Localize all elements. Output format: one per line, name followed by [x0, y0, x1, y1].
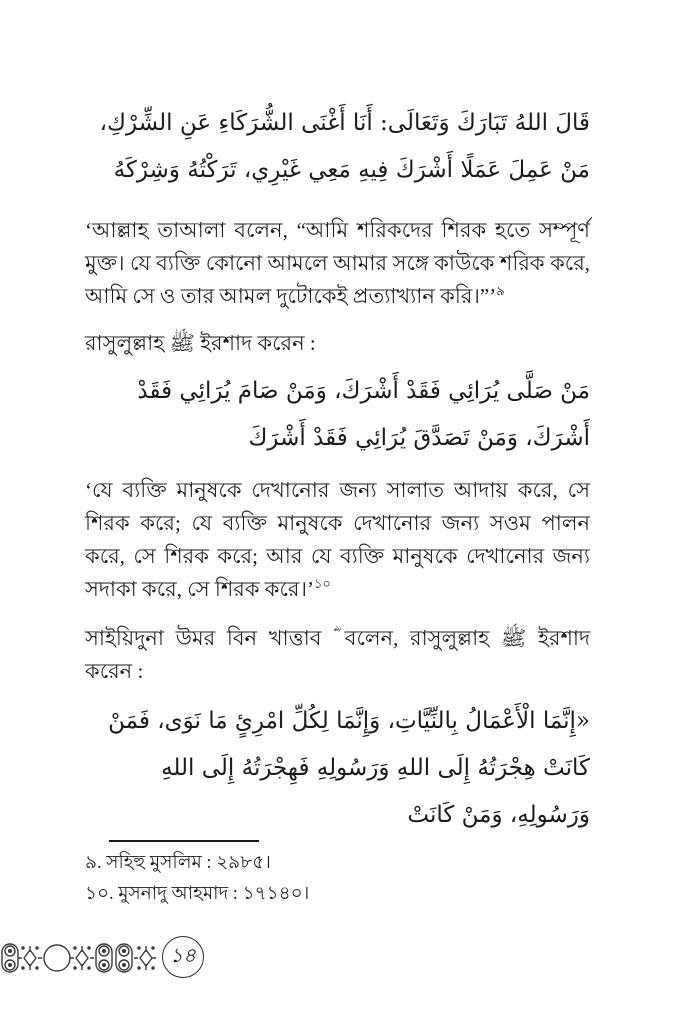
narrator-line-rasulullah: রাসুলুল্লাহ ﷺ ইরশাদ করেন :: [85, 331, 316, 355]
bengali-translation-2-text: ‘যে ব্যক্তি মানুষকে দেখানোর জন্য সালাত আদায় করে, সে শিরক করে; যে ব্যক্তি মানুষকে দেখানোর জন্য সওম পালন করে, সে শিরক করে; আর যে ব্যক্তি মানুষকে দেখানোর জন্য সদাকা করে, সে শিরক করে।’: [85, 478, 590, 601]
bengali-translation-2: [85, 474, 590, 606]
footnote-divider: [109, 840, 259, 842]
page-number: ১৪: [170, 944, 196, 967]
page-number-badge: [162, 936, 204, 978]
arabic-quote-niyyah-hadith: «إِنَّمَا الْأَعْمَالُ بِالنِّيَّاتِ، وَإِنَّمَا لِكُلِّ امْرِئٍ مَا نَوَى، فَمَنْ كَانَتْ هِجْرَتُهُ إِلَى اللهِ وَرَسُولِهِ فَهِجْرَتُهُ إِلَى اللهِ وَرَسُولِهِ، وَمَنْ كَانَتْ: [108, 708, 590, 828]
bengali-translation-1: [85, 214, 590, 313]
footnotes-section: [85, 840, 590, 910]
bengali-translation-1-text: ‘আল্লাহ তাআলা বলেন, “আমি শরিকদের শিরক হতে সম্পূর্ণ মুক্ত। যে ব্যক্তি কোনো আমলে আমার সঙ্গে কাউকে শরিক করে, আমি সে ও তার আমল দুটোকেই প্রত্যাখ্যান করি।”’: [85, 218, 590, 308]
footnote-reference-10: ১০: [313, 576, 331, 591]
page-body: [85, 100, 590, 839]
narrator-line-umar-bin-khattab: সাইয়িদুনা উমর বিন খাত্তাব ؓ বলেন, রাসুলুল্লাহ ﷺ ইরশাদ করেন :: [85, 626, 590, 683]
page-footer: [0, 932, 675, 992]
footnote-9: ৯. সহিহু মুসলিম : ২৯৮৫।: [85, 853, 271, 873]
arabic-quote-riya-hadith: مَنْ صَلَّى يُرَائِي فَقَدْ أَشْرَكَ، وَمَنْ صَامَ يُرَائِي فَقَدْ أَشْرَكَ، وَمَنْ تَصَدَّقَ يُرَائِي فَقَدْ أَشْرَكَ: [137, 378, 590, 451]
decorative-ornament-icon: [0, 936, 156, 985]
footnote-10: ১০. মুসনাদু আহমাদ : ১৭১৪০।: [85, 884, 310, 904]
footnote-reference-9: ৯: [496, 283, 505, 298]
arabic-quote-hadith-qudsi: قَالَ اللهُ تَبَارَكَ وَتَعَالَى: أَنَا أَغْنَى الشُّرَكَاءِ عَنِ الشِّرْكِ، مَنْ عَمِلَ عَمَلًا أَشْرَكَ فِيهِ مَعِي غَيْرِي، تَرَكْتُهُ وَشِرْكَهُ: [99, 110, 590, 183]
